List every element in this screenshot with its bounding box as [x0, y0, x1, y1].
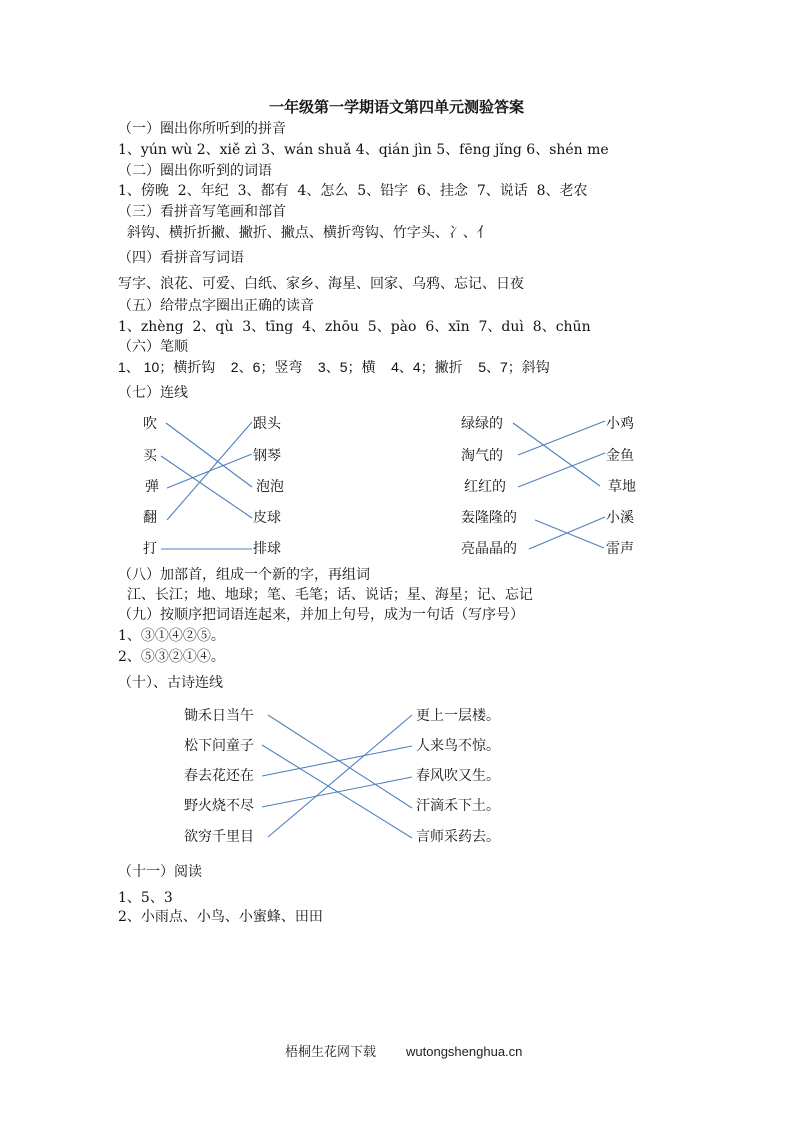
- match-left-word: 红红的: [464, 479, 506, 495]
- match-left-word: 轰隆隆的: [461, 510, 517, 526]
- match-right-word: 小鸡: [606, 416, 634, 432]
- match-left-word: 亮晶晶的: [461, 541, 517, 557]
- poem-right-line: 更上一层楼。: [416, 708, 500, 724]
- match-right-word: 草地: [608, 479, 636, 495]
- poem-right-line: 人来鸟不惊。: [416, 738, 500, 754]
- section-1-heading: （一）圈出你所听到的拼音: [118, 121, 286, 137]
- section-2-heading: （二）圈出你听到的词语: [118, 163, 272, 179]
- poem-left-line: 松下问童子: [184, 738, 254, 754]
- match-right-word: 跟头: [253, 416, 281, 432]
- section-9-answer: 2、⑤③②①④。: [118, 649, 225, 665]
- section-3-heading: （三）看拼音写笔画和部首: [118, 204, 286, 220]
- match-right-word: 雷声: [606, 541, 634, 557]
- section-5-heading: （五）给带点字圈出正确的读音: [118, 298, 314, 314]
- match-left-word: 弹: [145, 479, 159, 495]
- page-title: 一年级第一学期语文第四单元测验答案: [268, 98, 524, 116]
- section-1-answer: 1、yún wù 2、xiě zì 3、wán shuǎ 4、qián jìn 5、fēng jǐng 6、shén me: [118, 142, 609, 158]
- poem-right-line: 言师采药去。: [416, 829, 500, 845]
- match-right-word: 皮球: [253, 510, 281, 526]
- section-4-answer: 写字、浪花、可爱、白纸、家乡、海星、回家、乌鸦、忘记、日夜: [118, 276, 524, 292]
- poem-left-line: 野火烧不尽: [184, 798, 254, 814]
- match-right-word: 钢琴: [253, 448, 281, 464]
- footer-url[interactable]: wutongshenghua.cn: [406, 1044, 523, 1059]
- match-right-word: 小溪: [606, 510, 634, 526]
- section-9-heading: （九）按顺序把词语连起来，并加上句号，成为一句话（写序号）: [118, 607, 524, 623]
- poem-right-line: 汗滴禾下土。: [416, 798, 500, 814]
- footer-site-name: 梧桐生花网下载: [285, 1045, 377, 1060]
- match-left-word: 吹: [143, 416, 157, 432]
- section-5-answer: 1、zhèng 2、qù 3、tīng 4、zhōu 5、pào 6、xīn 7、duì 8、chūn: [118, 319, 591, 335]
- match-left-word: 绿绿的: [461, 416, 503, 432]
- footer: [285, 1041, 522, 1060]
- section-3-answer: 斜钩、横折折撇、撇折、撇点、横折弯钩、竹字头、冫、亻: [118, 225, 491, 241]
- poem-left-line: 春去花还在: [184, 768, 254, 784]
- match-right-word: 金鱼: [606, 448, 634, 464]
- poem-right-line: 春风吹又生。: [416, 768, 500, 784]
- section-8-answer: 江、长江；地、地球；笔、毛笔；话、说话；星、海星；记、忘记: [118, 587, 533, 603]
- match-left-word: 打: [143, 541, 157, 557]
- match-right-word: 泡泡: [256, 479, 284, 495]
- match-left-word: 淘气的: [461, 448, 503, 464]
- match-right-word: 排球: [253, 541, 281, 557]
- section-11-heading: （十一）阅读: [118, 864, 202, 880]
- section-8-heading: （八）加部首，组成一个新的字，再组词: [118, 567, 370, 583]
- match-left-word: 翻: [143, 510, 157, 526]
- section-9-answer: 1、③①④②⑤。: [118, 628, 225, 644]
- poem-left-line: 锄禾日当午: [184, 708, 254, 724]
- match-left-word: 买: [143, 448, 157, 464]
- section-6-answer: 1、 10；横折钩 2、6；竖弯 3、5；横 4、4；撇折 5、7；斜钩: [118, 359, 550, 375]
- section-4-heading: （四）看拼音写词语: [118, 250, 244, 266]
- section-6-heading: （六）笔顺: [118, 339, 188, 355]
- section-10-heading: （十）、古诗连线: [118, 675, 223, 691]
- section-7-heading: （七）连线: [118, 385, 188, 401]
- section-2-answer: 1、傍晚 2、年纪 3、都有 4、怎么 5、铅字 6、挂念 7、说话 8、老农: [118, 183, 588, 199]
- section-11-answer: 1、5、3: [118, 890, 173, 906]
- poem-left-line: 欲穷千里目: [184, 829, 254, 845]
- section-11-answer: 2、小雨点、小鸟、小蜜蜂、田田: [118, 909, 323, 925]
